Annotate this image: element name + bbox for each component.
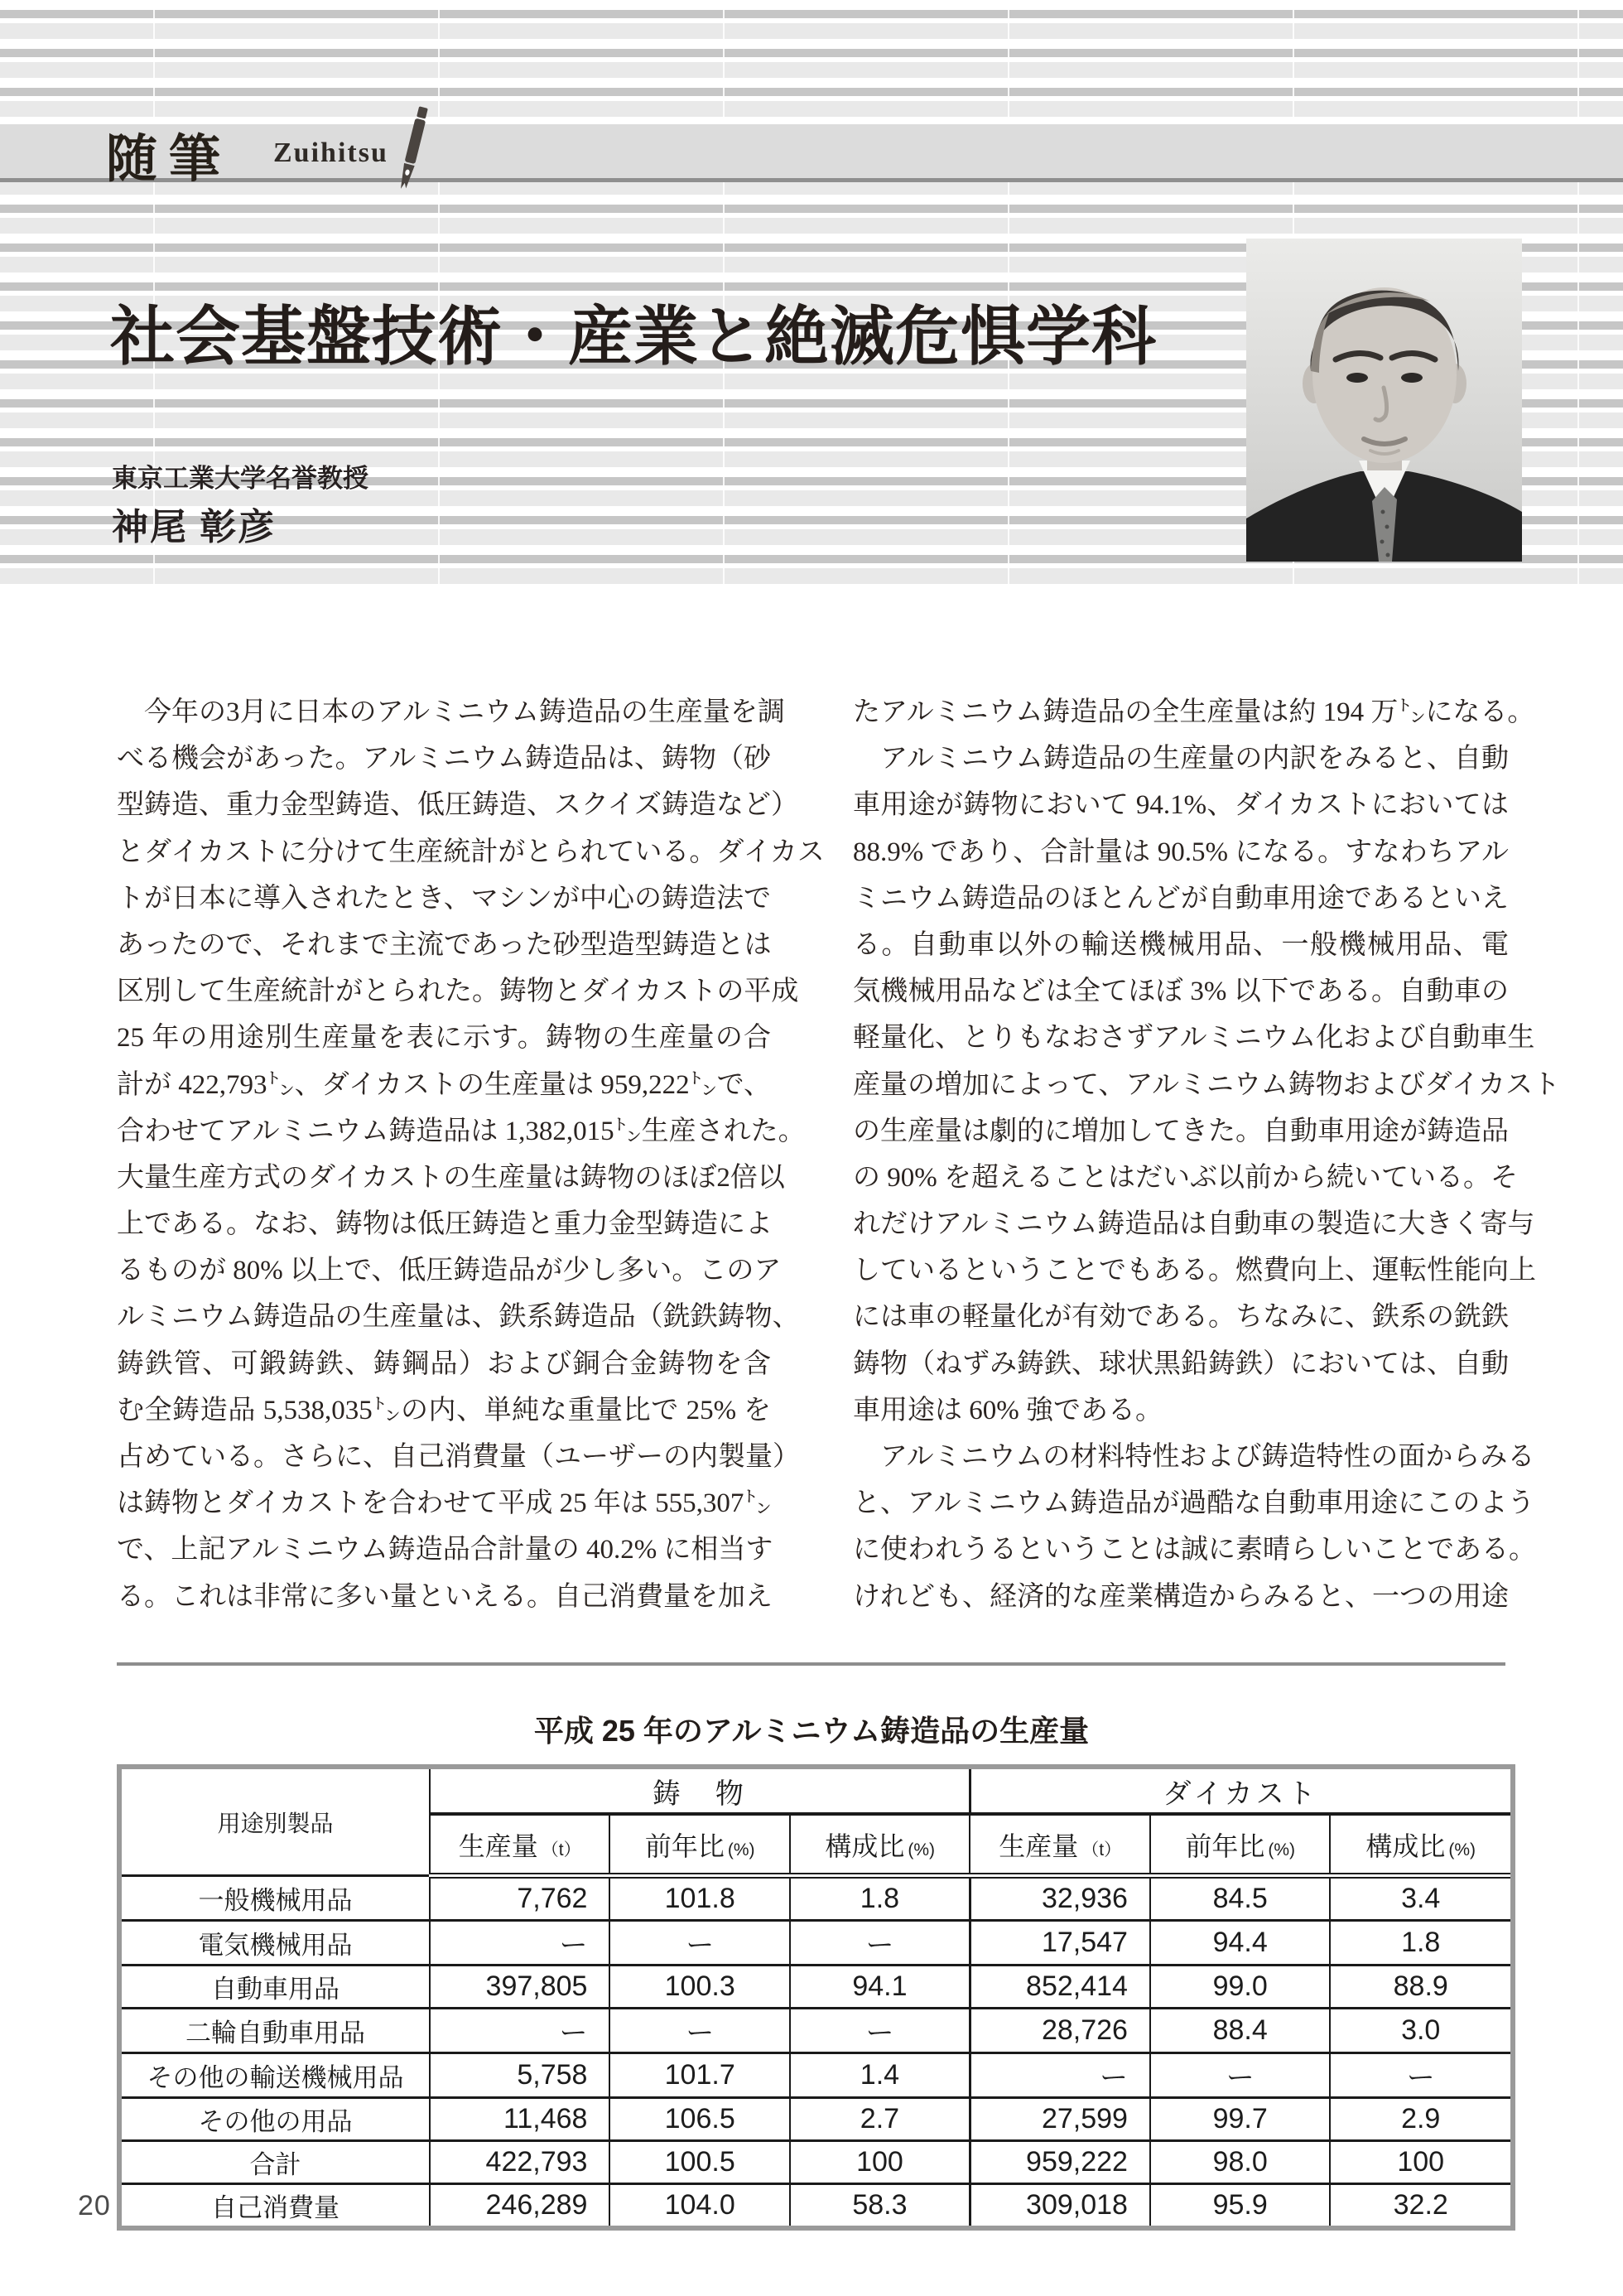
table-cell: 100.3 — [609, 1966, 790, 2009]
column-header-yoy: 前年比 (%) — [1150, 1814, 1331, 1876]
body-text-line: たアルミニウム鋳造品の全生産量は約 194 万㌧になる。 — [853, 697, 1535, 727]
body-text-line: 今年の3月に日本のアルミニウム鋳造品の生産量を調 — [117, 697, 785, 727]
table-cell: 1.8 — [1330, 1921, 1510, 1966]
column-header-share: 構成比 (%) — [790, 1814, 970, 1876]
table-cell: 852,414 — [970, 1966, 1150, 2009]
body-text-line: の生産量は劇的に増加してきた。自動車用途が鋳造品 — [853, 1116, 1509, 1146]
table-cell: 100 — [790, 2141, 970, 2184]
table-cell: 101.8 — [609, 1876, 790, 1921]
body-text-line: 型鋳造、重力金型鋳造、低圧鋳造、スクイズ鋳造など） — [117, 790, 799, 821]
body-text-line: は鋳物とダイカストを合わせて平成 25 年は 555,307㌧ — [117, 1488, 772, 1519]
table-cell: ー — [609, 1921, 790, 1966]
table-cell: 84.5 — [1150, 1876, 1331, 1921]
table-cell: 2.9 — [1330, 2098, 1510, 2141]
body-text-line: とダイカストに分けて生産統計がとられている。ダイカス — [117, 837, 825, 867]
table-row — [122, 2141, 1510, 2184]
table-cell: 88.9 — [1330, 1966, 1510, 2009]
table-cell: 58.3 — [790, 2184, 970, 2226]
body-text-line: 合わせてアルミニウム鋳造品は 1,382,015㌧生産された。 — [117, 1116, 806, 1146]
body-text-line: る。これは非常に多い量といえる。自己消費量を加え — [117, 1581, 773, 1612]
body-text-line: 占めている。さらに、自己消費量（ユーザーの内製量） — [117, 1442, 800, 1472]
table-cell: 959,222 — [970, 2141, 1150, 2184]
table-cell: 99.7 — [1150, 2098, 1331, 2141]
body-text-line: 産量の増加によって、アルミニウム鋳物およびダイカスト — [853, 1069, 1561, 1100]
author-portrait-photo — [1246, 239, 1522, 562]
table-cell: 3.0 — [1330, 2009, 1510, 2053]
body-text-line: あったので、それまで主流であった砂型造型鋳造とは — [117, 929, 772, 960]
body-text-line: に使われうるということは誠に素晴らしいことである。 — [853, 1535, 1536, 1565]
section-divider — [117, 1662, 1505, 1666]
table-cell: 3.4 — [1330, 1876, 1510, 1921]
body-column-left — [117, 689, 825, 1620]
page-number: 20 — [78, 2190, 111, 2221]
table-cell: 5,758 — [430, 2053, 610, 2098]
table-row — [122, 2184, 1510, 2226]
table-cell: 99.0 — [1150, 1966, 1331, 2009]
table-cell: 自動車用品 — [122, 1966, 430, 2009]
body-text-line: 鋳物（ねずみ鋳鉄、球状黒鉛鋳鉄）においては、自動 — [853, 1348, 1509, 1379]
table-group-header-row — [122, 1769, 1510, 1814]
body-text-line: 鋳鉄管、可鍛鋳鉄、鋳鋼品）および銅合金鋳物を含 — [117, 1348, 771, 1379]
body-text-line: む全鋳造品 5,538,035㌧の内、単純な重量比で 25% を — [117, 1395, 771, 1425]
table-row — [122, 2009, 1510, 2053]
table-row — [122, 1876, 1510, 1921]
body-text-line: れだけアルミニウム鋳造品は自動車の製造に大きく寄与 — [853, 1209, 1535, 1240]
body-text-line: と、アルミニウム鋳造品が過酷な自動車用途にこのよう — [853, 1488, 1535, 1519]
group-header-diecast: ダイカスト — [970, 1769, 1510, 1814]
body-text-line: 25 年の用途別生産量を表に示す。鋳物の生産量の合 — [117, 1023, 771, 1054]
table-cell: 32.2 — [1330, 2184, 1510, 2226]
table-cell: 2.7 — [790, 2098, 970, 2141]
table-cell: ー — [430, 1921, 610, 1966]
body-text-line: 区別して生産統計がとられた。鋳物とダイカストの平成 — [117, 977, 799, 1007]
table-cell: 95.9 — [1150, 2184, 1331, 2226]
table-cell: 100 — [1330, 2141, 1510, 2184]
table-cell: その他の用品 — [122, 2098, 430, 2141]
author-affiliation: 東京工業大学名誉教授 — [112, 464, 368, 493]
table-cell: ー — [970, 2053, 1150, 2098]
table-cell: 88.4 — [1150, 2009, 1331, 2053]
table-cell: ー — [790, 1921, 970, 1966]
table-row — [122, 1921, 1510, 1966]
table-cell: 一般機械用品 — [122, 1876, 430, 1921]
body-text-line: 上である。なお、鋳物は低圧鋳造と重力金型鋳造によ — [117, 1209, 773, 1240]
table-cell: 二輪自動車用品 — [122, 2009, 430, 2053]
production-table — [117, 1764, 1515, 2231]
table-cell: 246,289 — [430, 2184, 610, 2226]
column-header-production: 生産量 （t） — [430, 1814, 610, 1876]
table-cell: 104.0 — [609, 2184, 790, 2226]
table-cell: ー — [430, 2009, 610, 2053]
fountain-pen-icon — [388, 104, 437, 204]
body-text-line: 88.9% であり、合計量は 90.5% になる。すなわちアル — [853, 837, 1509, 867]
table-cell: 422,793 — [430, 2141, 610, 2184]
body-text-line: べる機会があった。アルミニウム鋳造品は、鋳物（砂 — [117, 744, 772, 774]
table-cell: 1.8 — [790, 1876, 970, 1921]
table-cell: 106.5 — [609, 2098, 790, 2141]
group-header-casting: 鋳 物 — [430, 1769, 970, 1814]
body-text-line: る。自動車以外の輸送機械用品、一般機械用品、電 — [853, 929, 1509, 960]
column-header-production: 生産量 （t） — [970, 1814, 1150, 1876]
table-cell: 94.1 — [790, 1966, 970, 2009]
section-title-kanji: 随筆 — [106, 132, 233, 188]
table-cell: その他の輸送機械用品 — [122, 2053, 430, 2098]
table-cell: 11,468 — [430, 2098, 610, 2141]
body-text-line: 計が 422,793㌧、ダイカストの生産量は 959,222㌧で、 — [117, 1069, 771, 1100]
stripe-guide-line — [1577, 0, 1579, 590]
table-cell: 94.4 — [1150, 1921, 1331, 1966]
table-cell: 309,018 — [970, 2184, 1150, 2226]
table-cell: 98.0 — [1150, 2141, 1331, 2184]
body-text-line: けれども、経済的な産業構造からみると、一つの用途 — [853, 1581, 1509, 1612]
table-cell: ー — [1150, 2053, 1331, 2098]
table-cell: 28,726 — [970, 2009, 1150, 2053]
column-header-share: 構成比 (%) — [1330, 1814, 1510, 1876]
section-title-romaji: Zuihitsu — [273, 137, 388, 168]
body-text-line: トが日本に導入されたとき、マシンが中心の鋳造法で — [117, 883, 771, 914]
body-text-line: 大量生産方式のダイカストの生産量は鋳物のほぼ2倍以 — [117, 1162, 785, 1193]
table-cell: 100.5 — [609, 2141, 790, 2184]
table-cell: 電気機械用品 — [122, 1921, 430, 1966]
table-row — [122, 2098, 1510, 2141]
body-text-line: ミニウム鋳造品のほとんどが自動車用途であるといえ — [853, 883, 1509, 914]
table-cell: 自己消費量 — [122, 2184, 430, 2226]
table-cell: 397,805 — [430, 1966, 610, 2009]
body-text-line: 車用途が鋳物において 94.1%、ダイカストにおいては — [853, 790, 1509, 821]
table-cell: 1.4 — [790, 2053, 970, 2098]
body-text-line: るものが 80% 以上で、低圧鋳造品が少し多い。このア — [117, 1256, 782, 1286]
table-row — [122, 2053, 1510, 2098]
article-title: 社会基盤技術・産業と絶滅危惧学科 — [110, 300, 1158, 373]
body-text-line: 気機械用品などは全てほぼ 3% 以下である。自動車の — [853, 977, 1509, 1007]
column-header-yoy: 前年比 (%) — [609, 1814, 790, 1876]
body-text-line: で、上記アルミニウム鋳造品合計量の 40.2% に相当す — [117, 1535, 773, 1565]
table-title: 平成 25 年のアルミニウム鋳造品の生産量 — [533, 1714, 1090, 1748]
table-cell: 17,547 — [970, 1921, 1150, 1966]
body-text-line: アルミニウム鋳造品の生産量の内訳をみると、自動 — [853, 744, 1509, 774]
table-row — [122, 1966, 1510, 2009]
body-text-line: 軽量化、とりもなおさずアルミニウム化および自動車生 — [853, 1023, 1535, 1054]
table-cell: 32,936 — [970, 1876, 1150, 1921]
body-text-line: ルミニウム鋳造品の生産量は、鉄系鋳造品（銑鉄鋳物、 — [117, 1302, 800, 1333]
table-cell: 101.7 — [609, 2053, 790, 2098]
author-name: 神尾 彰彦 — [112, 507, 277, 547]
body-text-line: アルミニウムの材料特性および鋳造特性の面からみる — [853, 1442, 1535, 1472]
section-banner — [0, 124, 1623, 188]
body-text-line: しているということでもある。燃費向上、運転性能向上 — [853, 1256, 1536, 1286]
table-cell: 7,762 — [430, 1876, 610, 1921]
table-cell: ー — [790, 2009, 970, 2053]
body-text-line: には車の軽量化が有効である。ちなみに、鉄系の銑鉄 — [853, 1302, 1509, 1333]
column-header-product: 用途別製品 — [122, 1769, 430, 1876]
body-text-line: 車用途は 60% 強である。 — [853, 1395, 1163, 1425]
table-cell: 27,599 — [970, 2098, 1150, 2141]
body-text-line: の 90% を超えることはだいぶ以前から続いている。そ — [853, 1162, 1518, 1193]
table-cell: ー — [1330, 2053, 1510, 2098]
table-cell: ー — [609, 2009, 790, 2053]
body-column-right — [853, 689, 1561, 1620]
table-cell: 合計 — [122, 2141, 430, 2184]
